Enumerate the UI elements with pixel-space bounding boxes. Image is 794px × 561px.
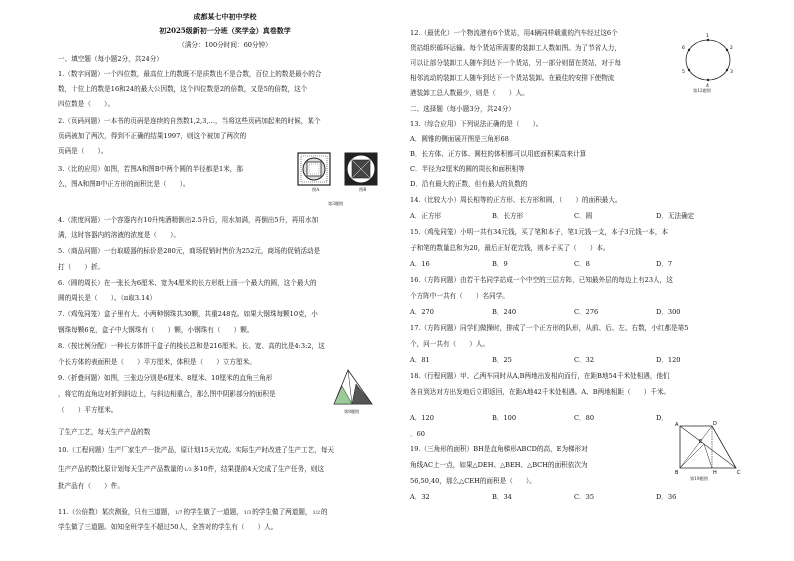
exam-meta: （满分：100分时间：60分钟） — [178, 41, 272, 49]
option: D．7 — [656, 260, 673, 268]
option: C．276 — [574, 308, 599, 316]
option: D．沿有最大的正数，但有最大的负数的 — [410, 180, 528, 188]
option: B．长方形 — [492, 212, 524, 220]
option: A．32 — [410, 493, 430, 501]
figure-19-label: A — [675, 422, 679, 428]
figure-9 — [328, 366, 388, 410]
school-title: 成都某七中初中学校 — [193, 12, 257, 21]
fraction: 1/7 — [175, 510, 183, 516]
option: D．无法确定 — [656, 212, 695, 220]
figure-12-caption: 第12题图 — [693, 88, 711, 93]
exam-title: 初2025级新初一分班（奖学金）真卷数学 — [159, 26, 291, 35]
option: B．34 — [492, 493, 512, 501]
section2-heading: 二、选择题（每小题3分，共24分） — [410, 105, 515, 113]
option: D．300 — [656, 308, 681, 316]
option: C．半径为2厘米的圆的周长和面积相等 — [410, 165, 525, 173]
figure-19 — [674, 420, 742, 476]
figure-19-label: C — [737, 470, 741, 476]
option: A．81 — [410, 356, 430, 364]
option-tail: ．60 — [410, 430, 425, 438]
figure-12-label: 2 — [730, 46, 733, 51]
section1-heading: 一、填空题（每小题2分，共24分） — [58, 55, 163, 63]
fraction: 1/2 — [312, 510, 320, 516]
figure-3-caption: 第3题图 — [328, 201, 344, 206]
figure-3-a — [298, 153, 330, 185]
stray-text: 了生产工艺，每天生产产品的数 — [58, 428, 151, 436]
option: C．35 — [574, 493, 595, 501]
fraction: 1/3 — [184, 467, 192, 473]
option: A．圆锥的侧面展开图是三角形68 — [410, 135, 509, 143]
figure-19-label: D — [713, 421, 717, 427]
figure-12 — [678, 30, 738, 90]
figure-3-label-b: 图B — [359, 187, 367, 192]
option: A．16 — [410, 260, 430, 268]
option: C．32 — [574, 356, 595, 364]
figure-19-label: B — [675, 470, 679, 476]
option: B．240 — [492, 308, 517, 316]
option: B．100 — [492, 414, 517, 422]
option: B．长方体、正方体、圆柱的体积都可以用底面积乘高来计算 — [410, 150, 587, 158]
option: C．8 — [574, 260, 590, 268]
figure-19-label: E — [699, 439, 703, 445]
figure-3-b — [345, 153, 377, 185]
option: D．120 — [656, 356, 681, 364]
option: B．25 — [492, 356, 512, 364]
figure-9-caption: 第9题图 — [344, 409, 360, 414]
figure-12-label: 3 — [730, 70, 733, 75]
option: A．正方形 — [410, 212, 442, 220]
figure-3-label-a: 图A — [312, 187, 320, 192]
option: A．270 — [410, 308, 434, 316]
option: B．9 — [492, 260, 508, 268]
option: C．80 — [574, 414, 595, 422]
figure-19-caption: 第19题图 — [690, 476, 708, 481]
figure-3 — [296, 139, 388, 201]
option: D． — [656, 414, 668, 422]
figure-12-label: 1 — [706, 34, 709, 39]
figure-12-label: 5 — [682, 70, 685, 75]
figure-12-label: 4 — [706, 84, 709, 89]
option: D．36 — [656, 493, 677, 501]
option: C．圆 — [574, 212, 593, 220]
figure-12-label: 6 — [682, 46, 685, 51]
option: A．120 — [410, 414, 434, 422]
figure-19-label: H — [713, 470, 717, 476]
fraction: 1/3 — [243, 510, 252, 516]
